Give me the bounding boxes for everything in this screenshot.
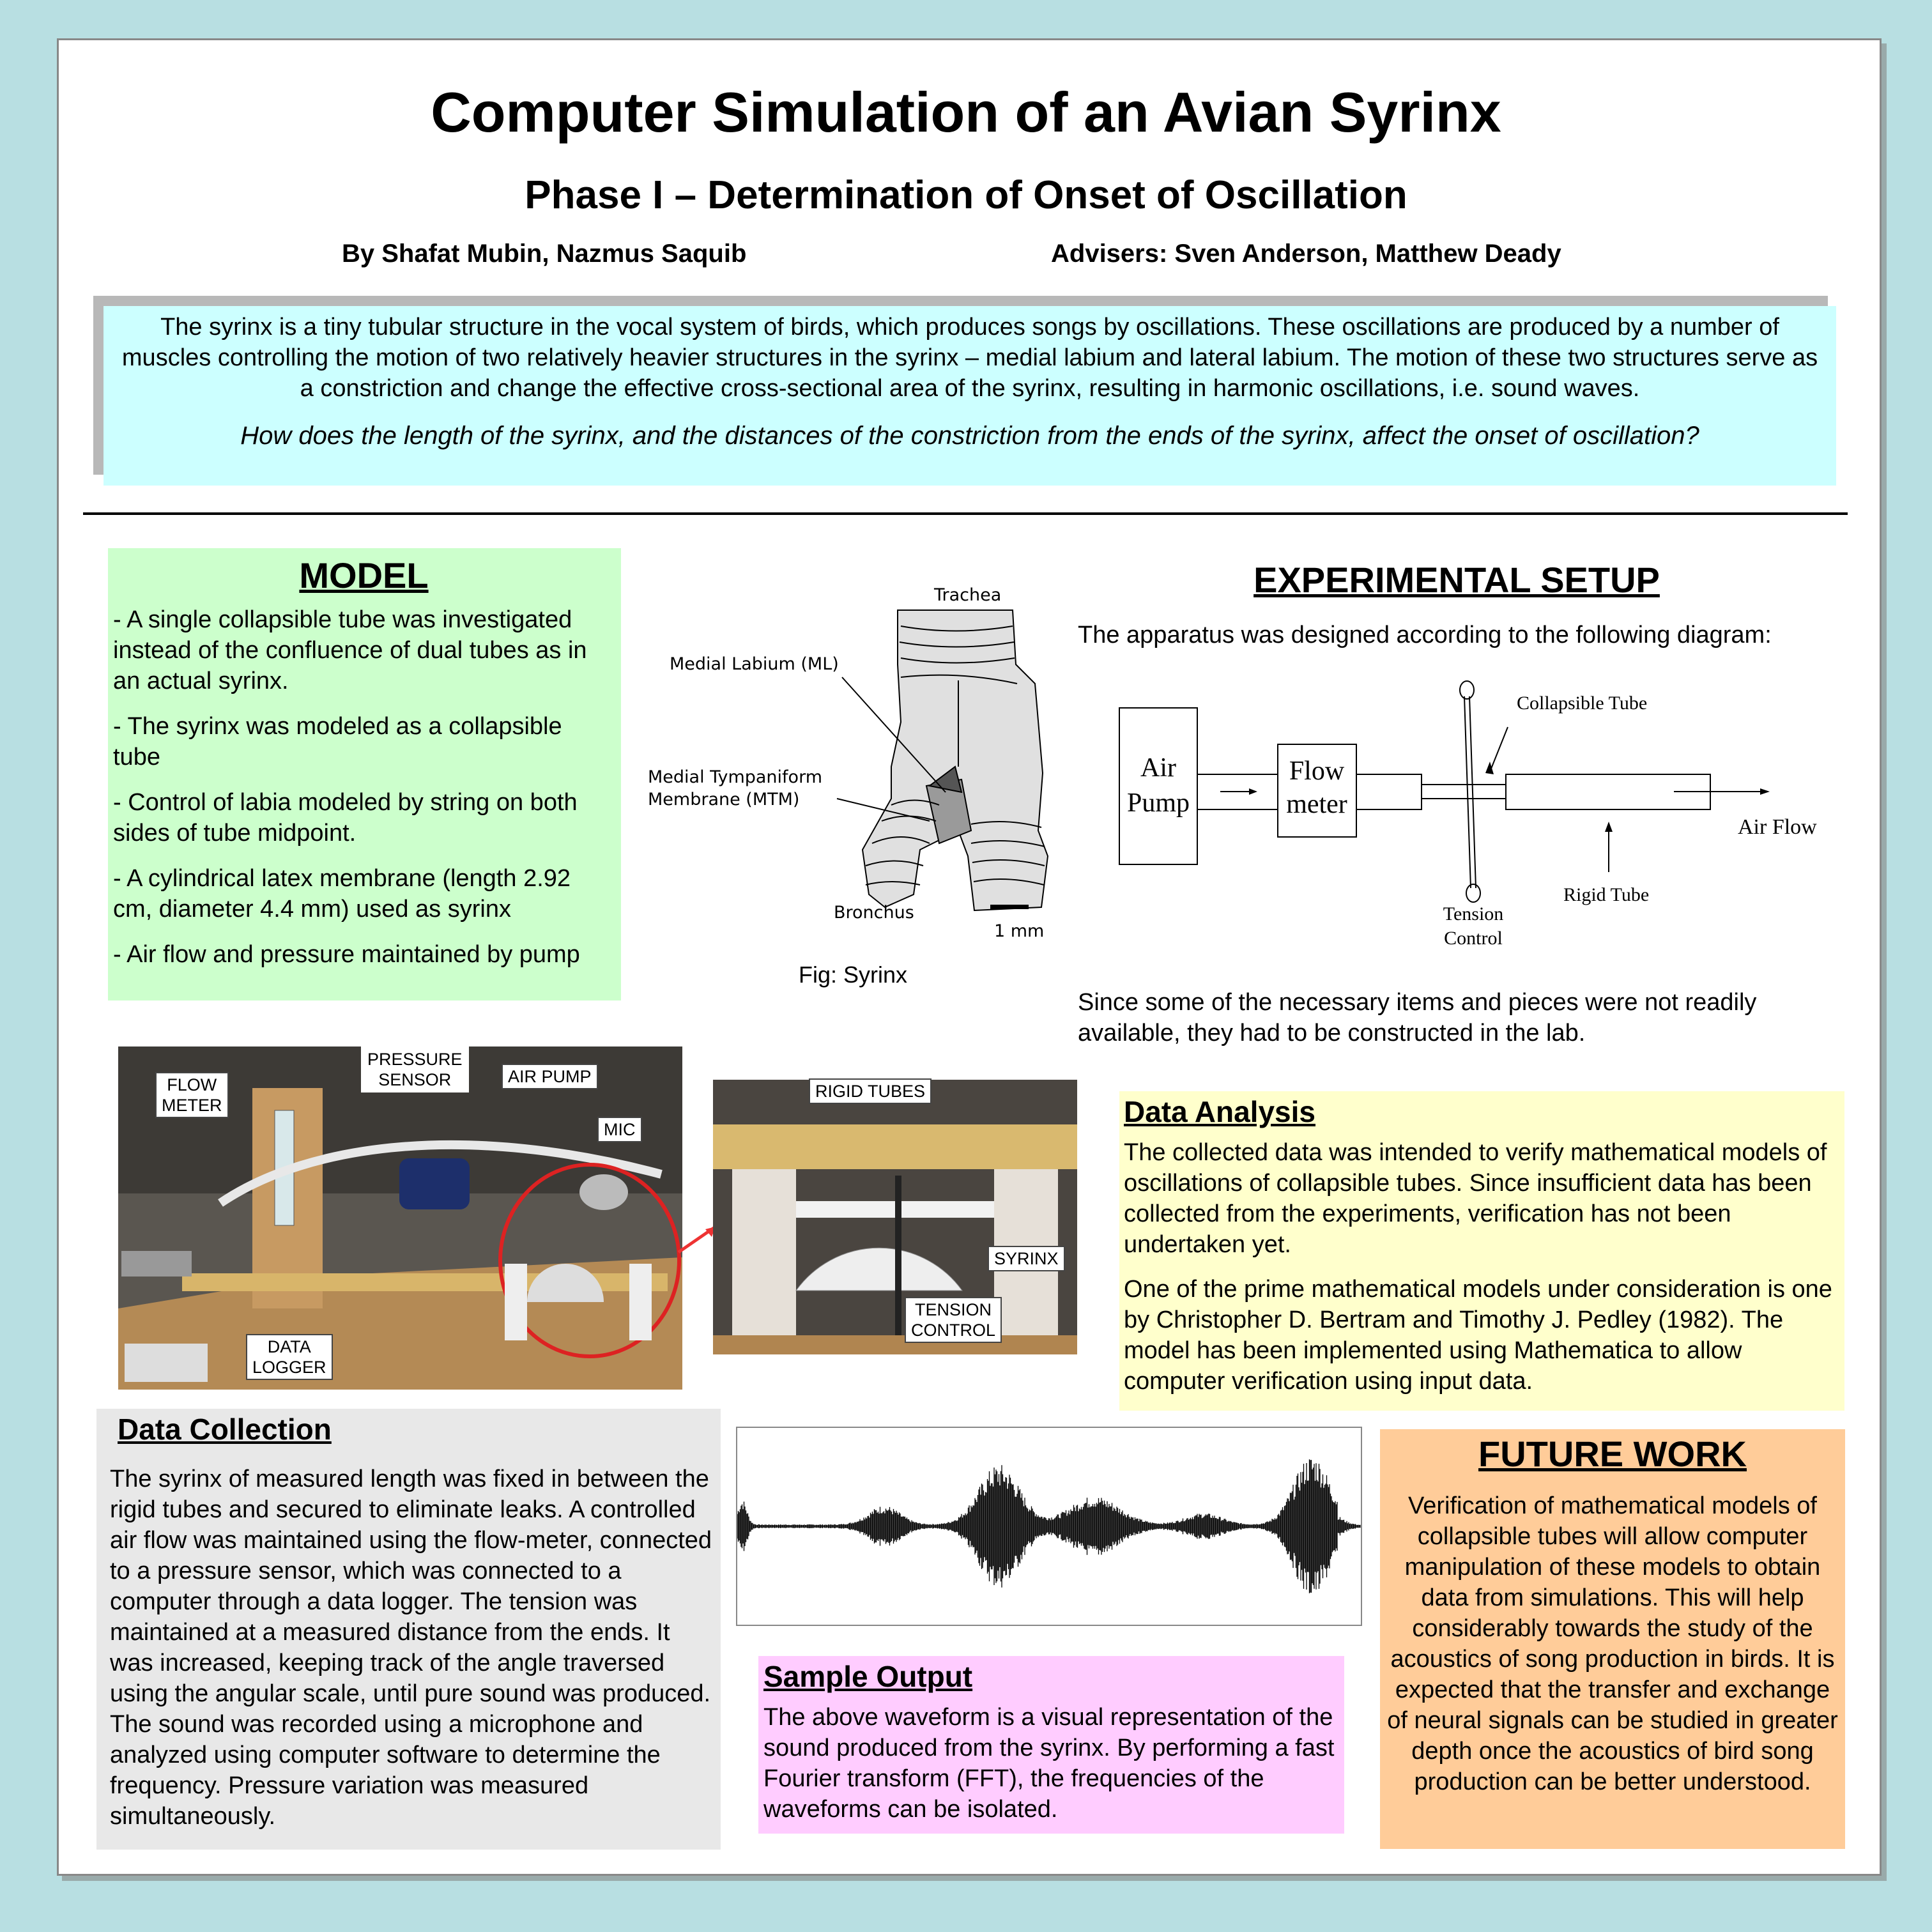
model-point: - A single collapsible tube was investigated instead of the confluence of dual tubes as in an actual syrinx. <box>113 606 587 694</box>
data-analysis-section <box>1119 1091 1844 1411</box>
data-collection-heading: Data Collection <box>118 1413 332 1446</box>
data-analysis-heading: Data Analysis <box>1124 1095 1315 1128</box>
waveform-image <box>737 1428 1361 1625</box>
flow-meter-callout <box>155 1072 229 1118</box>
sample-output-section <box>758 1656 1344 1834</box>
scale-bar <box>990 905 1029 909</box>
data-collection-section <box>96 1409 721 1850</box>
callout-text: SYRINX <box>994 1249 1059 1268</box>
apparatus-photo <box>118 1046 682 1390</box>
model-section <box>108 548 621 1000</box>
flow-meter-label-2: meter <box>1286 790 1347 819</box>
syrinx-callout <box>988 1246 1065 1271</box>
section-divider <box>83 512 1848 515</box>
waveform-trace <box>737 1459 1360 1593</box>
model-point: - Control of labia modeled by string on both sides of tube midpoint. <box>113 789 578 847</box>
label-trachea: Trachea <box>934 585 1002 605</box>
experimental-note: Since some of the necessary items and pieces were not readily available, they had to be constructed in the lab. <box>1078 989 1757 1046</box>
future-work-heading: FUTURE WORK <box>1478 1434 1747 1474</box>
advisers: Advisers: Sven Anderson, Matthew Deady <box>1051 240 1561 268</box>
callout-text: AIR PUMP <box>508 1067 592 1086</box>
air-pump-label-2: Pump <box>1126 788 1190 818</box>
authors: By Shafat Mubin, Nazmus Saquib <box>342 240 747 268</box>
sample-output-text: The above waveform is a visual representation of the sound produced from the syrinx. By performing a fast Fourier transform (FFT), the frequencies of the waveforms can be isolated. <box>763 1704 1335 1823</box>
air-flow-label: Air Flow <box>1738 815 1817 839</box>
callout-text: LOGGER <box>252 1358 326 1377</box>
syrinx-closeup-image <box>713 1080 1077 1354</box>
mic-callout <box>597 1117 642 1142</box>
tension-label-2: Control <box>1444 928 1503 949</box>
model-heading: MODEL <box>299 555 429 595</box>
rigid-tubes-callout <box>809 1078 931 1104</box>
flow-meter-label-1: Flow <box>1289 756 1345 786</box>
callout-text: PRESSURE <box>367 1050 463 1069</box>
callout-text: CONTROL <box>911 1321 996 1340</box>
future-work-text: Verification of mathematical models of collapsible tubes will allow computer manipulation of these models to obtain data from simulations. This will help considerably towards the study of the acoustics of song production in birds. It is expected that the transfer and exchange of neural signals can be studied in greater depth once the acoustics of bird song production can be better understood. <box>1387 1492 1838 1795</box>
label-mtm-1: Medial Tympaniform <box>648 767 822 787</box>
tension-label-1: Tension <box>1443 903 1504 924</box>
syrinx-closeup-photo <box>713 1080 1077 1354</box>
syrinx-caption: Fig: Syrinx <box>799 962 908 988</box>
label-bronchus: Bronchus <box>834 903 914 923</box>
experimental-intro: The apparatus was designed according to the following diagram: <box>1078 622 1772 648</box>
callout-text: SENSOR <box>378 1070 452 1089</box>
data-collection-text: The syrinx of measured length was fixed in between the rigid tubes and secured to eliminate leaks. A controlled air flow was maintained using the flow-meter, connected to a pressure sensor, which was connected to a computer through a data logger. The tension was maintained at a measured distance from the ends. It was increased, keeping track of the angle traversed using the angular scale, until pure sound was produced. The sound was recorded using a microphone and analyzed using computer software to determine the frequency. Pressure variation was measured simultaneously. <box>110 1466 712 1830</box>
tension-control-callout <box>905 1297 1002 1343</box>
poster-title: Computer Simulation of an Avian Syrinx <box>431 80 1501 144</box>
waveform-plot <box>736 1427 1362 1626</box>
air-pump-label-1: Air <box>1140 753 1176 783</box>
collapsible-tube-label: Collapsible Tube <box>1517 693 1648 714</box>
label-scale: 1 mm <box>994 921 1045 941</box>
pressure-sensor-callout <box>361 1046 469 1092</box>
intro-text: The syrinx is a tiny tubular structure in the vocal system of birds, which produces songs by oscillations. These oscillations are produced by a number of muscles controlling the motion of two relatively heavier structures in the syrinx – medial labium and lateral labium. The motion of these two structures serve as a constriction and change the effective cross-sectional area of the syrinx, resulting in harmonic oscillations, i.e. sound waves. <box>121 314 1818 402</box>
intro-box <box>103 306 1836 486</box>
label-mtm-2: Membrane (MTM) <box>648 790 800 809</box>
callout-text: RIGID TUBES <box>815 1082 926 1101</box>
model-point: - Air flow and pressure maintained by pump <box>113 941 580 968</box>
poster-subtitle: Phase I – Determination of Onset of Oscillation <box>525 173 1407 217</box>
air-pump-callout <box>502 1064 598 1089</box>
research-question: How does the length of the syrinx, and the distances of the constriction from the ends of the syrinx, affect the onset of oscillation? <box>240 422 1699 450</box>
syrinx-figure <box>639 575 1061 952</box>
sample-output-heading: Sample Output <box>763 1660 973 1693</box>
data-analysis-paragraph: One of the prime mathematical models under consideration is one by Christopher D. Bertram and Timothy J. Pedley (1982). The model has been implemented using Mathematica to allow computer verification using input data. <box>1124 1276 1832 1395</box>
callout-text: TENSION <box>915 1300 992 1319</box>
callout-text: METER <box>162 1096 222 1115</box>
experimental-heading: EXPERIMENTAL SETUP <box>1254 560 1660 600</box>
callout-text: FLOW <box>167 1075 217 1094</box>
future-work-section <box>1380 1429 1845 1849</box>
air-pump-box <box>1119 708 1197 864</box>
label-medial-labium: Medial Labium (ML) <box>670 654 839 674</box>
callout-text: DATA <box>267 1337 311 1356</box>
rigid-tube-label: Rigid Tube <box>1563 884 1650 905</box>
model-point: - A cylindrical latex membrane (length 2.92 cm, diameter 4.4 mm) used as syrinx <box>113 865 571 923</box>
apparatus-diagram <box>1112 677 1840 958</box>
model-point: - The syrinx was modeled as a collapsible tube <box>113 713 562 770</box>
data-logger-callout <box>246 1334 333 1380</box>
data-analysis-paragraph: The collected data was intended to verify mathematical models of oscillations of collapsible tubes. Since insufficient data has been collected from the experiments, verification has not been undertaken yet. <box>1124 1139 1827 1258</box>
callout-text: MIC <box>604 1120 636 1139</box>
